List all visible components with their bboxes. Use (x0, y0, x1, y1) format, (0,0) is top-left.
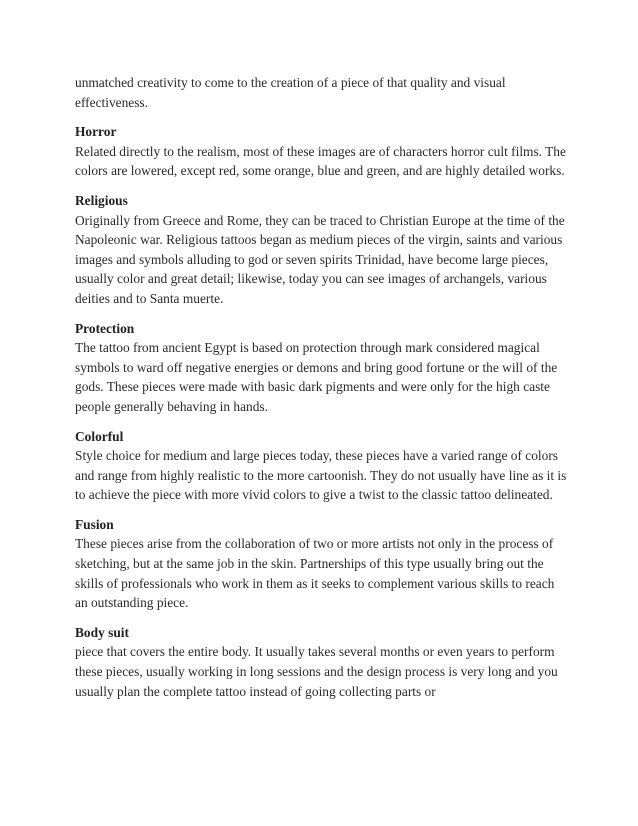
section-text: Originally from Greece and Rome, they can be traced to Christian Europe at the time of the Napoleonic war. Religious tattoos began as medium pieces of the virgin, saints and various images and symbols alluding to god or seven spirits Trinidad, have become large pieces, usually color and great detail; likewise, today you can see images of archangels, various deities and to Santa muerte. (75, 212, 565, 306)
intro-paragraph: unmatched creativity to come to the creation of a piece of that quality and visual effectiveness. (75, 75, 506, 110)
section-heading: Horror (75, 124, 117, 140)
section-heading: Religious (75, 192, 128, 208)
section-text: The tattoo from ancient Egypt is based on protection through mark considered magical symbols to ward off negative energies or demons and bring good fortune or the will of the gods. These pieces were made with basic dark pigments and were only for the high caste people generally behaving in hands. (75, 340, 558, 414)
section-text: Related directly to the realism, most of these images are of characters horror cult films. The colors are lowered, except red, some orange, blue and green, and are highly detailed works. (75, 143, 566, 179)
section-heading: Fusion (75, 516, 114, 532)
document-page (75, 73, 570, 711)
section-heading: Protection (75, 320, 135, 336)
section-text: Style choice for medium and large pieces today, these pieces have a varied range of colors and range from highly realistic to the more cartoonish. They do not usually have line as it is to achieve the piece with more vivid colors to give a twist to the classic tattoo delineated. (75, 448, 567, 503)
section-protection (75, 319, 570, 417)
section-horror (75, 122, 570, 181)
section-heading: Colorful (75, 428, 124, 444)
section-fusion (75, 515, 570, 613)
section-text: piece that covers the entire body. It usually takes several months or even years to perform these pieces, usually working in long sessions and the design process is very long and you usually plan the complete tattoo instead of going collecting parts or (75, 644, 558, 699)
section-heading: Body suit (75, 624, 129, 640)
section-body-suit (75, 623, 570, 701)
section-text: These pieces arise from the collaboration of two or more artists not only in the process of sketching, but at the same job in the skin. Partnerships of this type usually bring out the skills of professionals who work in them as it seeks to complement various skills to reach an outstanding piece. (75, 536, 555, 611)
section-colorful (75, 427, 570, 505)
section-religious (75, 191, 570, 309)
